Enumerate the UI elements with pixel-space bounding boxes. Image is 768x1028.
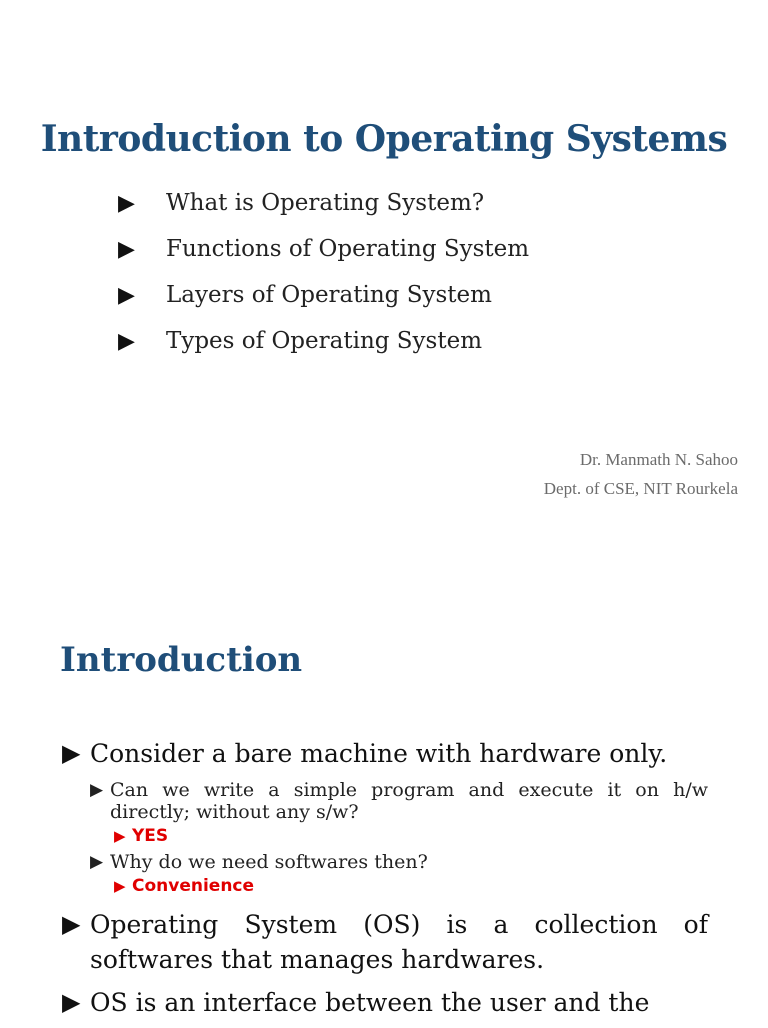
topic-label: Layers of Operating System <box>166 282 492 308</box>
topic-label: Types of Operating System <box>166 328 483 354</box>
topic-label: Functions of Operating System <box>166 236 530 262</box>
sub-bullet-item <box>90 779 708 823</box>
topic-item <box>118 272 529 318</box>
triangle-right-icon: ▶ <box>114 827 126 845</box>
bullet-text: OS is an interface between the user and the <box>90 988 650 1017</box>
answer-text: Convenience <box>132 876 255 896</box>
bullet-item <box>62 736 708 771</box>
triangle-right-icon: ▶ <box>62 988 81 1016</box>
triangle-right-icon: ▶ <box>118 328 135 354</box>
answer-item <box>114 873 708 899</box>
bullet-text: Consider a bare machine with hardware only. <box>90 739 668 768</box>
topic-item <box>118 226 529 272</box>
slide-title: Introduction <box>60 640 303 680</box>
slide-content <box>62 736 708 1028</box>
triangle-right-icon: ▶ <box>118 236 135 262</box>
triangle-right-icon: ▶ <box>90 780 104 800</box>
bullet-text: Operating System (OS) is a collection of softwares that manages hardwares. <box>90 910 708 974</box>
sub-bullet-text: Why do we need softwares then? <box>110 851 428 873</box>
introduction-slide <box>0 576 768 1024</box>
triangle-right-icon: ▶ <box>118 282 135 308</box>
author-affiliation: Dept. of CSE, NIT Rourkela <box>543 479 738 498</box>
bullet-item <box>62 985 708 1020</box>
triangle-right-icon: ▶ <box>90 852 104 872</box>
topic-item <box>118 180 529 226</box>
author-name: Dr. Manmath N. Sahoo <box>579 450 738 469</box>
bullet-item <box>62 907 708 977</box>
answer-item <box>114 823 708 849</box>
topic-item <box>118 318 529 364</box>
triangle-right-icon: ▶ <box>62 910 81 938</box>
triangle-right-icon: ▶ <box>62 739 81 767</box>
triangle-right-icon: ▶ <box>114 877 126 895</box>
topic-label: What is Operating System? <box>166 190 485 216</box>
slide-title: Introduction to Operating Systems <box>40 118 728 160</box>
triangle-right-icon: ▶ <box>118 190 135 216</box>
sub-bullet-item <box>90 851 708 873</box>
answer-text: YES <box>132 826 169 846</box>
topics-list <box>118 180 529 364</box>
sub-bullet-text: Can we write a simple program and execute it on h/w directly; without any s/w? <box>110 779 708 823</box>
